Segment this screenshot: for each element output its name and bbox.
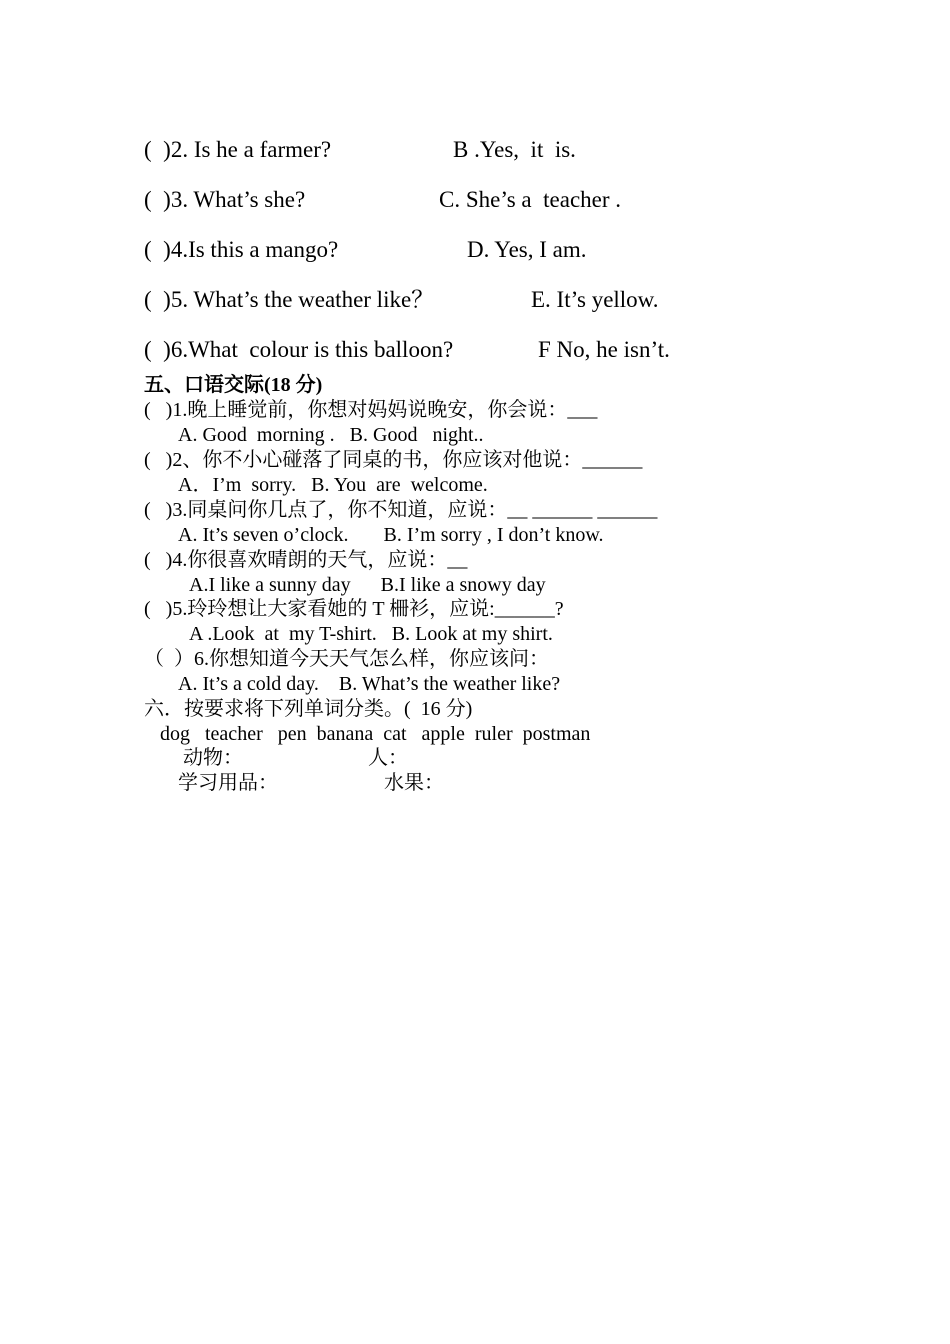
oral-question-6: （ ）6.你想知道今天天气怎么样，你应该问： (144, 648, 549, 670)
oral-options-3: A. It’s seven o’clock. B. I’m sorry , I don’t know. (178, 524, 604, 546)
matching-answer-b: B .Yes, it is. (453, 137, 576, 162)
matching-question-3: ( )3. What’s she? (144, 187, 306, 212)
oral-question-4: ( )4.你很喜欢晴朗的天气，应说：__ (144, 549, 468, 571)
matching-question-5: ( )5. What’s the weather like？ (144, 287, 435, 312)
oral-options-1: A. Good morning . B. Good night.. (178, 424, 484, 446)
section-6-title: 六．按要求将下列单词分类。( 16 分) (144, 698, 473, 720)
matching-question-6: ( )6.What colour is this balloon? (144, 337, 454, 362)
matching-answer-f: F No, he isn’t. (538, 337, 670, 362)
oral-question-1: ( )1.晚上睡觉前，你想对妈妈说晚安，你会说：___ (144, 399, 598, 421)
matching-answer-c: C. She’s a teacher . (439, 187, 622, 212)
word-list: dog teacher pen banana cat apple ruler postman (160, 723, 591, 745)
oral-options-5: A .Look at my T-shirt. B. Look at my shirt. (189, 623, 553, 645)
matching-question-4: ( )4.Is this a mango? (144, 237, 339, 262)
oral-question-2: ( )2、你不小心碰落了同桌的书，你应该对他说：______ (144, 449, 643, 471)
animals-label: 动物： (183, 747, 243, 769)
oral-options-4: A.I like a sunny day B.I like a snowy day (189, 574, 546, 596)
matching-answer-e: E. It’s yellow. (531, 287, 659, 312)
oral-options-6: A. It’s a cold day. B. What’s the weather like? (178, 673, 561, 695)
people-label: 人： (368, 747, 408, 769)
section-5-title: 五、口语交际(18 分) (144, 374, 323, 396)
fruit-label: 水果： (384, 772, 444, 794)
oral-options-2: A．I’m sorry. B. You are welcome. (178, 474, 488, 496)
oral-question-5: ( )5.玲玲想让大家看她的 T 柵衫，应说:______? (144, 598, 564, 620)
school-supplies-label: 学习用品： (178, 772, 278, 794)
oral-question-3: ( )3.同桌问你几点了，你不知道，应说：__ ______ ______ (144, 499, 658, 521)
matching-answer-d: D. Yes, I am. (467, 237, 587, 262)
matching-question-2: ( )2. Is he a farmer? (144, 137, 332, 162)
